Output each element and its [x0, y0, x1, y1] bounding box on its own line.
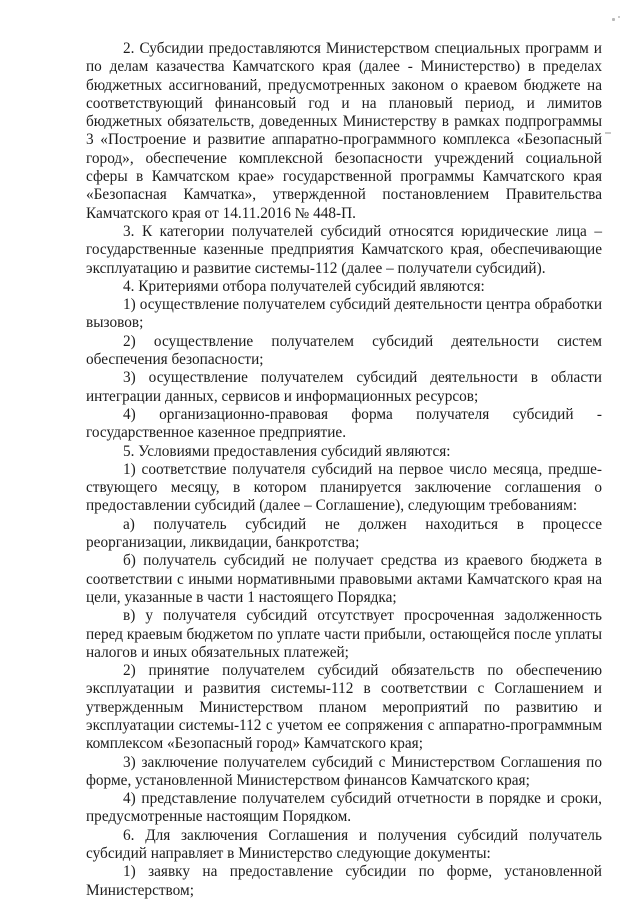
condition-1: 1) соответствие получателя субсидий на первое число месяца, предшествующего месяцу, в котором планируется заключение соглашения о предоставлении субсидий (далее – Соглашение), следующим требованиям: [86, 460, 602, 515]
paragraph-5-conditions: 5. Условиями предоставления субсидий являются: [123, 442, 451, 460]
condition-1-a: а) получатель субсидий не должен находиться в процессе реорганизации, ликвидации, банкротства; [86, 515, 602, 552]
scan-speck [612, 18, 615, 21]
paragraph-3-recipient-category: 3. К категории получателей субсидий относятся юридические лица – государственные казенные предприятия Камчатского края, обеспечивающие эксплуатацию и развитие системы-112 (далее – получатели субсидий). [86, 222, 602, 277]
condition-1-b: б) получатель субсидий не получает средства из краевого бюджета в соответствии с иными нормативными правовыми актами Камчатского края на цели, указанные в части 1 настоящего Порядка; [86, 552, 602, 606]
document-item-1: 1) заявку на предоставление субсидии по форме, установленной Министерством; [86, 863, 602, 899]
condition-1-v: в) у получателя субсидий отсутствует просроченная задолженность перед краевым бюджетом по уплате части прибыли, остающейся после уплаты налогов и иных обязательных платежей; [86, 607, 602, 661]
condition-4: 4) представление получателем субсидий отчетности в порядке и сроки, предусмотренные настоящим Порядком. [86, 790, 602, 826]
criterion-3: 3) осуществление получателем субсидий деятельности в области интеграции данных, сервисов и информационных ресурсов; [86, 369, 602, 405]
scan-speck [618, 16, 620, 18]
criterion-2: 2) осуществление получателем субсидий деятельности систем обеспечения безопасности; [86, 332, 602, 369]
paragraph-2-subsidies-provider: 2. Субсидии предоставляются Министерством специальных программ и по делам казачества Камчатского края (далее - Министерство) в пределах бюджетных ассигнований, предусмотренных законом о краевом бюджете на соответствующий финансовый год и на плановый период, и лимитов бюджетных обязательств, доведенных Министерству в рамках подпрограммы 3 «Построение и развитие аппаратно-программного комплекса «Безопасный город», обеспечение комплексной безопасности учреждений социальной сферы в Камчатском крае» государственной программы Камчатского края «Безопасная Камчатка», утвержденной постановлением Правительства Камчатского края от 14.11.2016 № 448-П. [86, 40, 602, 222]
paragraph-4-selection-criteria: 4. Критериями отбора получателей субсидий являются: [123, 277, 485, 295]
paragraph-6-documents: 6. Для заключения Соглашения и получения субсидий получатель субсидий направляет в Министерство следующие документы: [86, 826, 602, 863]
criterion-4: 4) организационно-правовая форма получателя субсидий - государственное казенное предприятие. [86, 405, 602, 442]
condition-3: 3) заключение получателем субсидий с Министерством Соглашения по форме, установленной Министерством финансов Камчатского края; [86, 753, 602, 789]
condition-2: 2) принятие получателем субсидий обязательств по обеспечению эксплуатации и развития системы-112 в соответствии с Соглашением и утвержденным Министерством планом мероприятий по развитию и эксплуатации системы-112 с учетом ее сопряжения с аппаратно-программным комплексом «Безопасный город» Камчатского края; [86, 662, 602, 753]
margin-mark [605, 132, 611, 134]
document-body [86, 40, 602, 900]
criterion-1: 1) осуществление получателем субсидий деятельности центра обработки вызовов; [86, 296, 602, 332]
